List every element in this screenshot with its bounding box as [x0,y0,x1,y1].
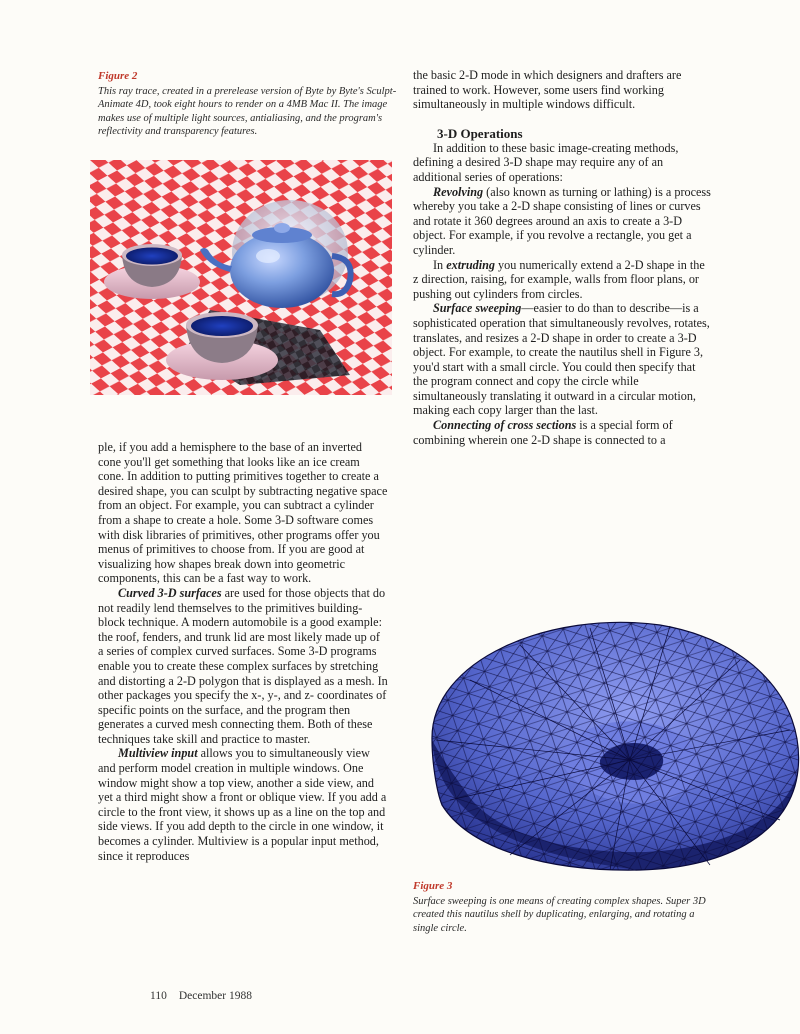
left-paragraph-3: Multiview input allows you to simultaneously view and perform model creation in multiple windows. One window might show a top view, another a side view, and yet a third might show a front or oblique view. If you add a circle to the front view, it shows up as a line on the top and side views. If you add depth to the circle in one window, it becomes a cylinder. Multiview is a popular input method, since it reproduces [98,746,387,863]
figure-3-caption [413,880,713,935]
figure-2-label: Figure 2 [98,70,138,82]
right-paragraph-3: In extruding you numerically extend a 2-D shape in the z direction, raising, for example, walls from floor plans, or pushing out cylinders from circles. [413,257,705,301]
figure-2-teapot-image [90,160,392,395]
right-paragraph-2: Revolving (also known as turning or lathing) is a process whereby you take a 2-D shape consisting of lines or curves and rotate it 360 degrees around an axis to create a 3-D object. For example, if you revolve a rectangle, you get a cylinder. [413,184,711,257]
right-paragraph-5: Connecting of cross sections is a special form of combining wherein one 2-D shape is connected to a [413,418,673,447]
figure-2-caption [98,70,398,139]
left-column [98,440,388,863]
right-paragraph-4: Surface sweeping—easier to do than to describe—is a sophisticated operation that simultaneously revolves, rotates, translates, and resizes a 2-D shape in order to create a 3-D object. For example, to create the nautilus shell in Figure 3, you'd start with a small circle. You could then specify that the program connect and copy the circle while simultaneously translating it outward in a circular motion, making each copy larger than the last. [413,301,710,418]
page-footer [150,990,252,1002]
left-paragraph-2: Curved 3-D surfaces are used for those objects that do not readily lend themselves to the primitives building-block technique. A modern automobile is a good example: the roof, fenders, and trunk lid are most likely made up of a series of complex curved surfaces. Some 3-D programs enable you to create these complex surfaces by stretching and distorting a 2-D polygon that is displayed as a mesh. In other packages you specify the x-, y-, and z- coordinates of specific points on the surface, and the program then generates a curved mesh connecting them. Both of these techniques take skill and practice to master. [98,585,388,746]
term-surface-sweeping: Surface sweeping [433,301,522,316]
right-column [413,68,713,447]
issue-date: December 1988 [178,990,252,1002]
page-number: 110 [150,990,167,1002]
left-paragraph-1: ple, if you add a hemisphere to the base of an inverted cone you'll get something that looks like an ice cream cone. In addition to putting primitives together to create a desired shape, you can sculpt by subtracting negative space from an object. For example, you can subtract a cylinder from a shape to create a hole. Some 3-D software comes with disk libraries of primitives, other programs offer you menus of primitives to choose from. If you are good at visualizing how shapes break down into geometric components, this can be a fast way to work. [98,440,388,586]
term-extruding: extruding [446,257,495,272]
figure-3-nautilus-shell-image [410,620,800,875]
section-heading: 3-D Operations [437,125,523,141]
term-connecting-cross-sections: Connecting of cross sections [433,418,577,433]
term-revolving: Revolving [433,184,484,199]
figure-3-label: Figure 3 [413,880,453,892]
right-paragraph-1: In addition to these basic image-creating methods, defining a desired 3-D shape may require any of an additional series of operations: [413,140,679,184]
right-paragraph-0: the basic 2-D mode in which designers and drafters are trained to work. However, some users find working simultaneously in multiple windows difficult. [413,68,682,112]
term-curved-surfaces: Curved 3-D surfaces [118,585,222,600]
figure-2-caption-text: This ray trace, created in a prerelease version of Byte by Byte's Sculpt-Animate 4D, took eight hours to render on a 4MB Mac II. The image makes use of multiple light sources, antialiasing, and the program's reflectivity and transparency features. [98,85,397,138]
term-multiview-input: Multiview input [118,746,198,761]
figure-3-caption-text: Surface sweeping is one means of creating complex shapes. Super 3D created this nautilus shell by duplicating, enlarging, and rotating a single circle. [413,895,706,934]
